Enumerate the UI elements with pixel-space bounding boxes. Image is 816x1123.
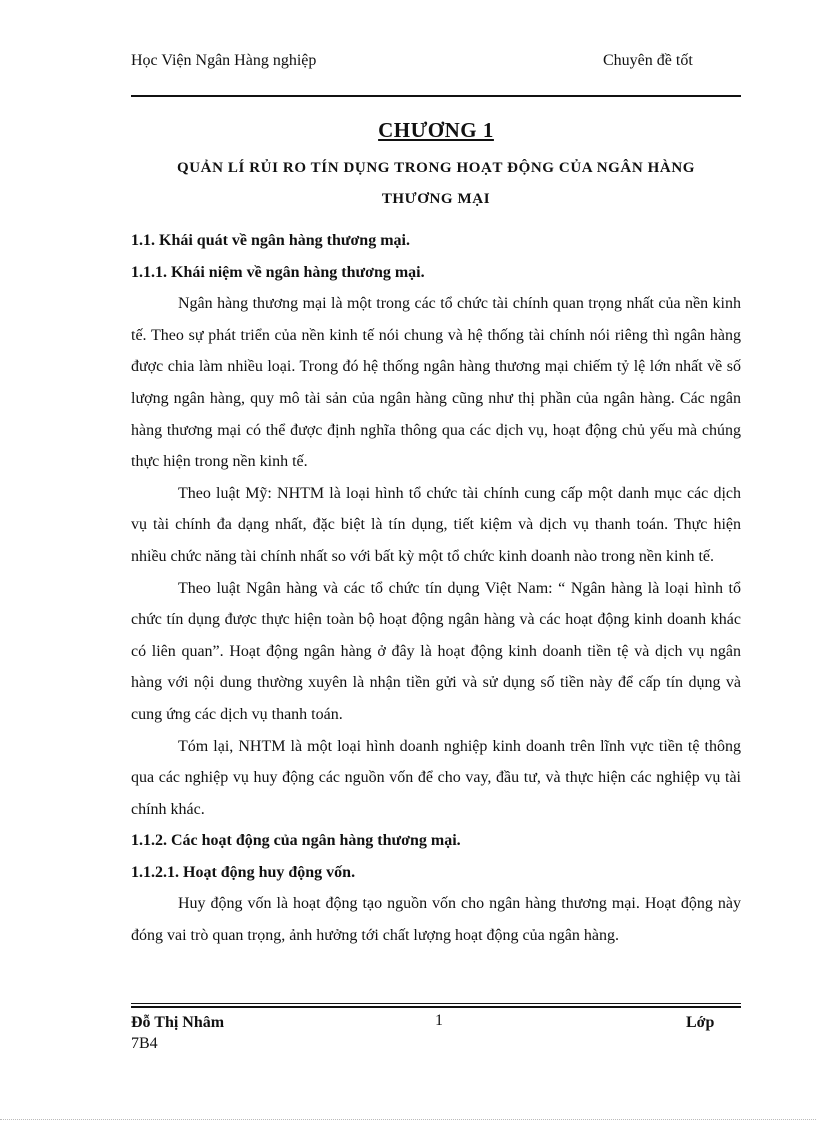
- header-document-type: Chuyên đề tốt: [603, 52, 693, 69]
- header-divider: [131, 95, 741, 97]
- paragraph-2: Theo luật Mỹ: NHTM là loại hình tổ chức tài chính cung cấp một danh mục các dịch vụ tài chính đa dạng nhất, đặc biệt là tín dụng, tiết kiệm và dịch vụ thanh toán. Thực hiện nhiều chức năng tài chính nhất so với bất kỳ một tổ chức kinh doanh nào trong nền kinh tế.: [131, 484, 741, 565]
- section-heading-1-1-2-1: 1.1.2.1. Hoạt động huy động vốn.: [131, 863, 356, 881]
- chapter-subtitle-line1: QUẢN LÍ RỦI RO TÍN DỤNG TRONG HOẠT ĐỘNG CỦA NGÂN HÀNG: [176, 160, 696, 176]
- footer-author-name: Đỗ Thị Nhâm: [131, 1014, 225, 1031]
- footer-class-code: 7B4: [131, 1035, 158, 1052]
- chapter-subtitle-line2: THƯƠNG MẠI: [381, 191, 491, 207]
- chapter-title: CHƯƠNG 1: [378, 118, 494, 142]
- paragraph-5: Huy động vốn là hoạt động tạo nguồn vốn cho ngân hàng thương mại. Hoạt động này đóng vai trò quan trọng, ảnh hưởng tới chất lượng hoạt động của ngân hàng.: [131, 895, 741, 945]
- section-heading-1-1-1: 1.1.1. Khái niệm về ngân hàng thương mại.: [131, 263, 425, 281]
- footer-class-label: Lớp: [686, 1014, 715, 1031]
- footer-page-number: 1: [435, 1012, 443, 1029]
- page-bottom-dotted-line: [0, 1119, 816, 1120]
- paragraph-1: Ngân hàng thương mại là một trong các tổ chức tài chính quan trọng nhất của nền kinh tế. Theo sự phát triển của nền kinh tế nói chung và hệ thống tài chính nói riêng thì ngân hàng được chia làm nhiều loại. Trong đó hệ thống ngân hàng thương mại chiếm tỷ lệ lớn nhất về số lượng ngân hàng, quy mô tài sản của ngân hàng cũng như thị phần của ngân hàng. Các ngân hàng thương mại có thể được định nghĩa thông qua các dịch vụ, hoạt động chủ yếu mà chúng thực hiện trong nền kinh tế.: [131, 295, 741, 471]
- section-heading-1-1-2: 1.1.2. Các hoạt động của ngân hàng thương mại.: [131, 832, 461, 850]
- document-body: [131, 225, 741, 952]
- footer-divider-thin: [131, 1003, 741, 1004]
- header-institution: Học Viện Ngân Hàng nghiệp: [131, 52, 317, 69]
- section-heading-1-1: 1.1. Khái quát về ngân hàng thương mại.: [131, 232, 410, 249]
- paragraph-4: Tóm lại, NHTM là một loại hình doanh nghiệp kinh doanh trên lĩnh vực tiền tệ thông qua các nghiệp vụ huy động các nguồn vốn để cho vay, đầu tư, và thực hiện các nghiệp vụ tài chính khác.: [131, 737, 741, 818]
- paragraph-3: Theo luật Ngân hàng và các tổ chức tín dụng Việt Nam: “ Ngân hàng là loại hình tổ chức tín dụng được thực hiện toàn bộ hoạt động ngân hàng và các hoạt động kinh doanh khác có liên quan”. Hoạt động ngân hàng ở đây là hoạt động kinh doanh tiền tệ và dịch vụ ngân hàng với nội dung thường xuyên là nhận tiền gửi và sử dụng số tiền này để cấp tín dụng và cung ứng các dịch vụ thanh toán.: [131, 579, 741, 723]
- footer-divider-thick: [131, 1006, 741, 1008]
